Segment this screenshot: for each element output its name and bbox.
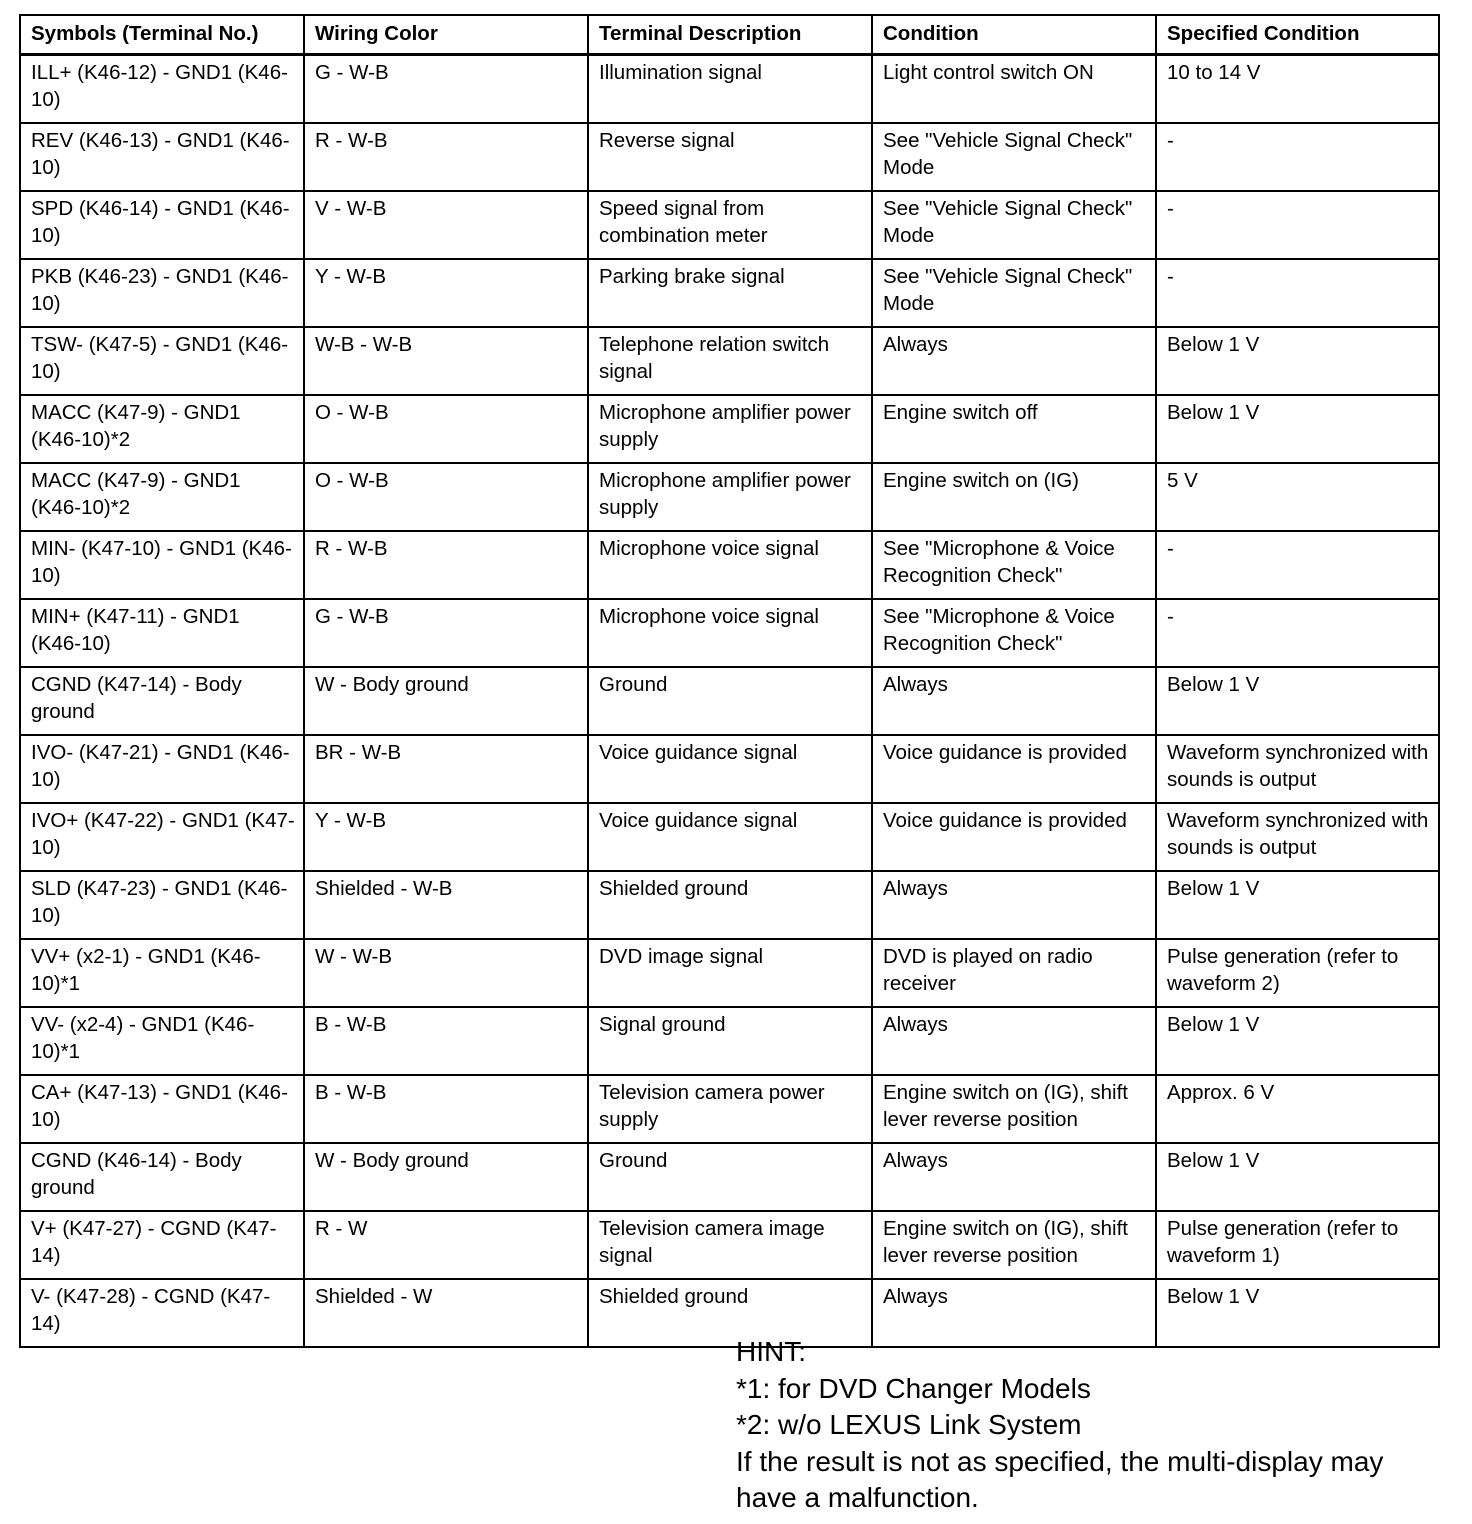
specified-condition-cell: Pulse generation (refer to waveform 2): [1156, 939, 1439, 1007]
terminal-description-cell: Signal ground: [588, 1007, 872, 1075]
condition-cell: Engine switch on (IG): [872, 463, 1156, 531]
wiring-color-cell: O - W-B: [304, 463, 588, 531]
symbols-cell: TSW- (K47-5) - GND1 (K46-10): [20, 327, 304, 395]
wiring-color-cell: G - W-B: [304, 599, 588, 667]
condition-cell: Always: [872, 1143, 1156, 1211]
condition-cell: Voice guidance is provided: [872, 803, 1156, 871]
symbols-cell: MIN- (K47-10) - GND1 (K46-10): [20, 531, 304, 599]
table-row: [20, 599, 1439, 667]
wiring-color-cell: V - W-B: [304, 191, 588, 259]
condition-cell: Always: [872, 327, 1156, 395]
table-body: [20, 55, 1439, 1348]
wiring-color-cell: Shielded - W: [304, 1279, 588, 1347]
header-symbols: Symbols (Terminal No.): [20, 15, 304, 55]
wiring-color-cell: Y - W-B: [304, 803, 588, 871]
symbols-cell: IVO- (K47-21) - GND1 (K46-10): [20, 735, 304, 803]
terminal-description-cell: Microphone voice signal: [588, 599, 872, 667]
table-row: [20, 395, 1439, 463]
table-row: [20, 55, 1439, 124]
wiring-color-cell: W - Body ground: [304, 667, 588, 735]
wiring-color-cell: W - Body ground: [304, 1143, 588, 1211]
specified-condition-cell: Approx. 6 V: [1156, 1075, 1439, 1143]
terminal-description-cell: Television camera power supply: [588, 1075, 872, 1143]
table-row: [20, 259, 1439, 327]
condition-cell: See "Microphone & Voice Recognition Check": [872, 531, 1156, 599]
table-row: [20, 735, 1439, 803]
symbols-cell: V+ (K47-27) - CGND (K47-14): [20, 1211, 304, 1279]
symbols-cell: IVO+ (K47-22) - GND1 (K47-10): [20, 803, 304, 871]
symbols-cell: CGND (K46-14) - Body ground: [20, 1143, 304, 1211]
table-row: [20, 463, 1439, 531]
wiring-color-cell: BR - W-B: [304, 735, 588, 803]
wiring-color-cell: W - W-B: [304, 939, 588, 1007]
condition-cell: Always: [872, 1007, 1156, 1075]
hint-block: [736, 1334, 1456, 1517]
specified-condition-cell: Below 1 V: [1156, 1007, 1439, 1075]
terminal-description-cell: Telephone relation switch signal: [588, 327, 872, 395]
symbols-cell: ILL+ (K46-12) - GND1 (K46-10): [20, 55, 304, 124]
terminal-description-cell: Shielded ground: [588, 1279, 872, 1347]
wiring-color-cell: G - W-B: [304, 55, 588, 124]
condition-cell: Engine switch on (IG), shift lever reverse position: [872, 1211, 1156, 1279]
table-header-row: [20, 15, 1439, 55]
hint-note-1: *1: for DVD Changer Models: [736, 1372, 1091, 1404]
wiring-color-cell: R - W-B: [304, 123, 588, 191]
specified-condition-cell: -: [1156, 599, 1439, 667]
terminal-description-cell: Microphone amplifier power supply: [588, 463, 872, 531]
table-row: [20, 803, 1439, 871]
specified-condition-cell: Below 1 V: [1156, 1279, 1439, 1347]
specified-condition-cell: -: [1156, 123, 1439, 191]
specified-condition-cell: Pulse generation (refer to waveform 1): [1156, 1211, 1439, 1279]
wiring-color-cell: B - W-B: [304, 1075, 588, 1143]
wiring-color-cell: B - W-B: [304, 1007, 588, 1075]
condition-cell: Always: [872, 1279, 1156, 1347]
table-row: [20, 191, 1439, 259]
wiring-color-cell: Y - W-B: [304, 259, 588, 327]
symbols-cell: V- (K47-28) - CGND (K47-14): [20, 1279, 304, 1347]
symbols-cell: REV (K46-13) - GND1 (K46-10): [20, 123, 304, 191]
symbols-cell: MACC (K47-9) - GND1 (K46-10)*2: [20, 395, 304, 463]
terminal-description-cell: Television camera image signal: [588, 1211, 872, 1279]
table-row: [20, 939, 1439, 1007]
specified-condition-cell: 10 to 14 V: [1156, 55, 1439, 124]
specified-condition-cell: Below 1 V: [1156, 667, 1439, 735]
terminal-description-cell: DVD image signal: [588, 939, 872, 1007]
specified-condition-cell: Below 1 V: [1156, 395, 1439, 463]
terminal-description-cell: Shielded ground: [588, 871, 872, 939]
condition-cell: See "Vehicle Signal Check" Mode: [872, 191, 1156, 259]
condition-cell: Engine switch off: [872, 395, 1156, 463]
symbols-cell: SLD (K47-23) - GND1 (K46-10): [20, 871, 304, 939]
terminal-description-cell: Voice guidance signal: [588, 803, 872, 871]
table-row: [20, 667, 1439, 735]
terminal-description-cell: Illumination signal: [588, 55, 872, 124]
symbols-cell: CA+ (K47-13) - GND1 (K46-10): [20, 1075, 304, 1143]
terminal-description-cell: Microphone voice signal: [588, 531, 872, 599]
wiring-color-cell: R - W-B: [304, 531, 588, 599]
condition-cell: Always: [872, 871, 1156, 939]
terminal-description-cell: Ground: [588, 1143, 872, 1211]
hint-title: HINT:: [736, 1336, 806, 1367]
symbols-cell: SPD (K46-14) - GND1 (K46-10): [20, 191, 304, 259]
hint-line-2: have a malfunction.: [736, 1482, 979, 1513]
table-row: [20, 123, 1439, 191]
table-row: [20, 1211, 1439, 1279]
symbols-cell: VV- (x2-4) - GND1 (K46-10)*1: [20, 1007, 304, 1075]
condition-cell: See "Vehicle Signal Check" Mode: [872, 123, 1156, 191]
specified-condition-cell: Below 1 V: [1156, 1143, 1439, 1211]
symbols-cell: VV+ (x2-1) - GND1 (K46-10)*1: [20, 939, 304, 1007]
terminal-spec-table: [19, 14, 1440, 1348]
table-row: [20, 871, 1439, 939]
condition-cell: Voice guidance is provided: [872, 735, 1156, 803]
terminal-description-cell: Voice guidance signal: [588, 735, 872, 803]
condition-cell: See "Microphone & Voice Recognition Check": [872, 599, 1156, 667]
header-specified-condition: Specified Condition: [1156, 15, 1439, 55]
wiring-color-cell: Shielded - W-B: [304, 871, 588, 939]
wiring-color-cell: R - W: [304, 1211, 588, 1279]
symbols-cell: MIN+ (K47-11) - GND1 (K46-10): [20, 599, 304, 667]
condition-cell: Light control switch ON: [872, 55, 1156, 124]
table-row: [20, 1143, 1439, 1211]
header-condition: Condition: [872, 15, 1156, 55]
specified-condition-cell: -: [1156, 259, 1439, 327]
table-row: [20, 327, 1439, 395]
specified-condition-cell: Below 1 V: [1156, 871, 1439, 939]
specified-condition-cell: -: [1156, 531, 1439, 599]
header-terminal-description: Terminal Description: [588, 15, 872, 55]
hint-line-1: If the result is not as specified, the multi-display may: [736, 1445, 1384, 1477]
wiring-color-cell: O - W-B: [304, 395, 588, 463]
terminal-description-cell: Speed signal from combination meter: [588, 191, 872, 259]
hint-note-2: *2: w/o LEXUS Link System: [736, 1409, 1082, 1440]
specified-condition-cell: Waveform synchronized with sounds is output: [1156, 803, 1439, 871]
header-wiring-color: Wiring Color: [304, 15, 588, 55]
terminal-description-cell: Microphone amplifier power supply: [588, 395, 872, 463]
symbols-cell: CGND (K47-14) - Body ground: [20, 667, 304, 735]
specified-condition-cell: Below 1 V: [1156, 327, 1439, 395]
table-row: [20, 1007, 1439, 1075]
wiring-color-cell: W-B - W-B: [304, 327, 588, 395]
table-row: [20, 531, 1439, 599]
specified-condition-cell: 5 V: [1156, 463, 1439, 531]
condition-cell: See "Vehicle Signal Check" Mode: [872, 259, 1156, 327]
specified-condition-cell: Waveform synchronized with sounds is output: [1156, 735, 1439, 803]
table-row: [20, 1075, 1439, 1143]
symbols-cell: PKB (K46-23) - GND1 (K46-10): [20, 259, 304, 327]
terminal-description-cell: Reverse signal: [588, 123, 872, 191]
specified-condition-cell: -: [1156, 191, 1439, 259]
symbols-cell: MACC (K47-9) - GND1 (K46-10)*2: [20, 463, 304, 531]
condition-cell: Always: [872, 667, 1156, 735]
condition-cell: DVD is played on radio receiver: [872, 939, 1156, 1007]
condition-cell: Engine switch on (IG), shift lever reverse position: [872, 1075, 1156, 1143]
terminal-description-cell: Ground: [588, 667, 872, 735]
terminal-description-cell: Parking brake signal: [588, 259, 872, 327]
